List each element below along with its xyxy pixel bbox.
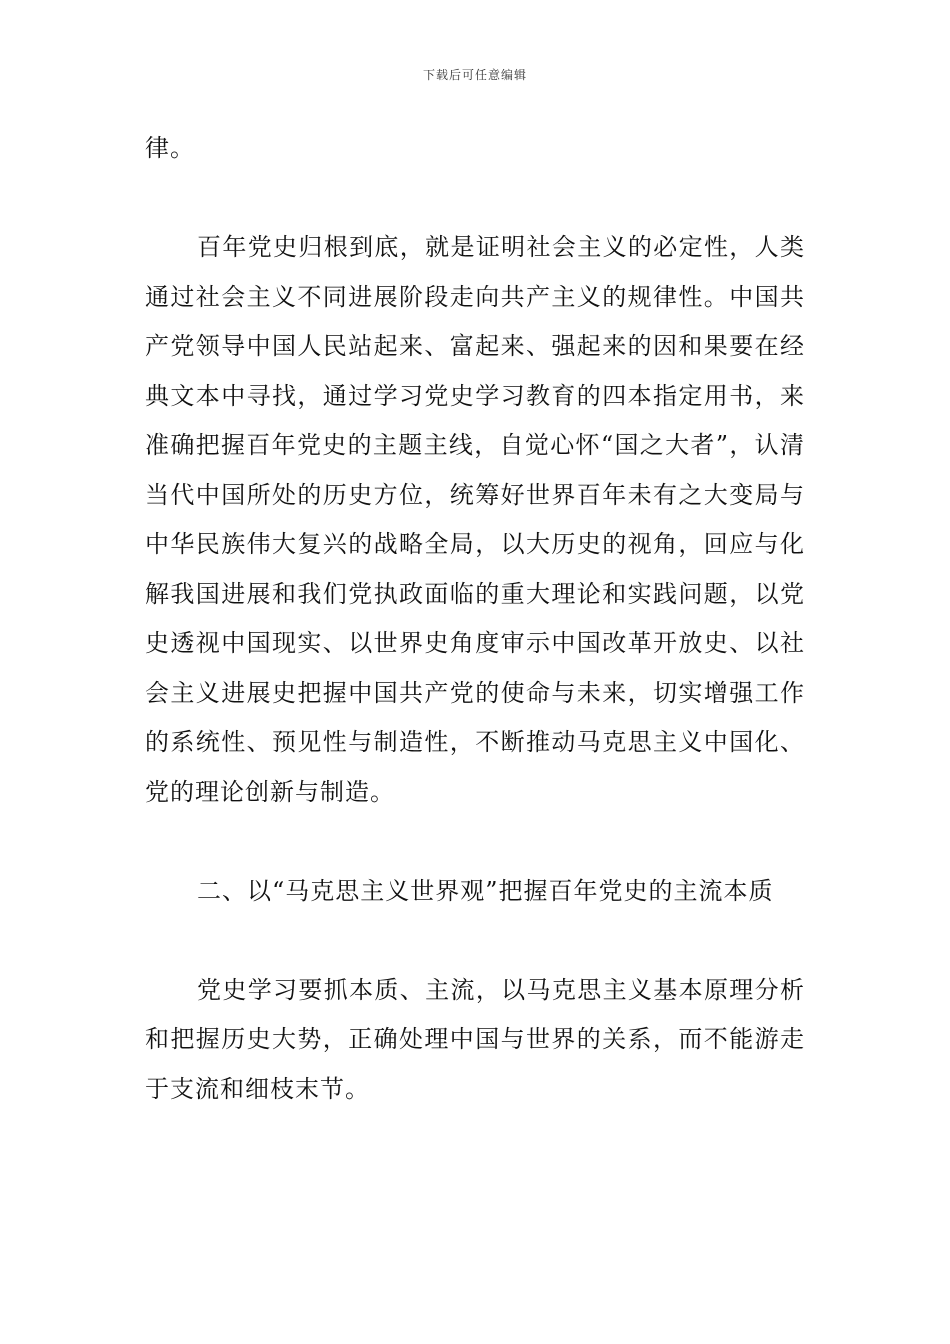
section-heading: 二、以“马克思主义世界观”把握百年党史的主流本质 (197, 876, 774, 905)
paragraph-body: 党史学习要抓本质、主流，以马克思主义基本原理分析和把握历史大势，正确处理中国与世界的关系，而不能游走于支流和细枝末节。 (145, 975, 805, 1103)
page-header: 下载后可任意编辑 (422, 68, 527, 82)
document-body (145, 124, 805, 1114)
paragraph-continuation: 律。 (145, 134, 195, 162)
paragraph-body: 百年党史归根到底，就是证明社会主义的必定性，人类通过社会主义不同进展阶段走向共产主义的规律性。中国共产党领导中国人民站起来、富起来、强起来的因和果要在经典文本中寻找，通过学习党史学习教育的四本指定用书，来准确把握百年党史的主题主线，自觉心怀“国之大者”，认清当代中国所处的历史方位，统筹好世界百年未有之大变局与中华民族伟大复兴的战略全局，以大历史的视角，回应与化解我国进展和我们党执政面临的重大理论和实践问题，以党史透视中国现实、以世界史角度审示中国改革开放史、以社会主义进展史把握中国共产党的使命与未来，切实增强工作的系统性、预见性与制造性，不断推动马克思主义中国化、党的理论创新与制造。 (145, 233, 805, 806)
